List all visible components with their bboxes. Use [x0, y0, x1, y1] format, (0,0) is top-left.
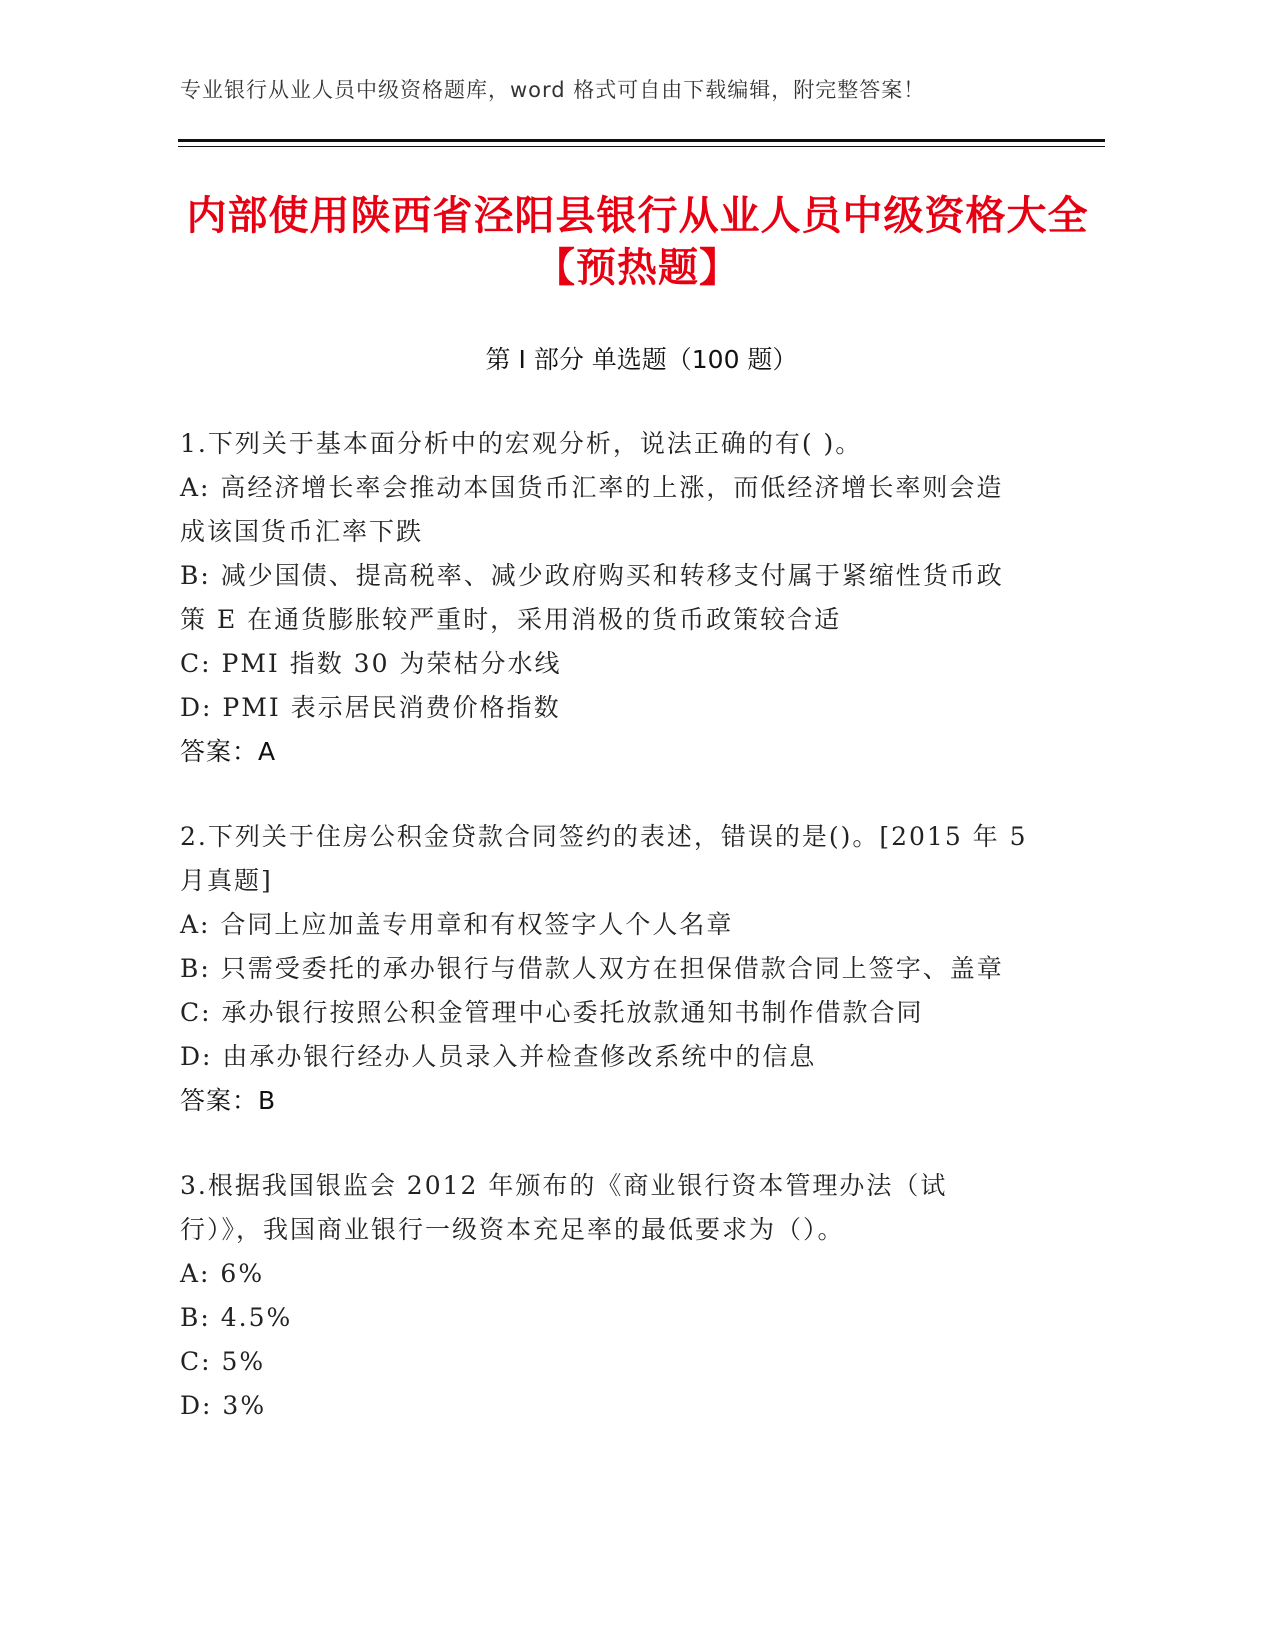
document-title: 内部使用陕西省泾阳县银行从业人员中级资格大全【预热题】: [186, 193, 1089, 291]
header-divider-thick: [178, 139, 1105, 142]
option-d: D: PMI 表示居民消费价格指数: [180, 693, 561, 722]
option-b: B: 只需受委托的承办银行与借款人双方在担保借款合同上签字、盖章: [180, 954, 1004, 983]
option-d: D: 由承办银行经办人员录入并检查修改系统中的信息: [180, 1042, 817, 1071]
header-divider-thin: [178, 146, 1105, 147]
question-2: [180, 815, 1030, 1123]
option-d: D: 3%: [180, 1391, 267, 1420]
question-stem: 1.下列关于基本面分析中的宏观分析，说法正确的有( )。: [180, 429, 863, 458]
question-3: [180, 1164, 1030, 1428]
answer-label: 答案：A: [180, 737, 277, 766]
question-1: [180, 422, 1030, 774]
option-a: A: 6%: [180, 1259, 265, 1288]
option-c: C: 承办银行按照公积金管理中心委托放款通知书制作借款合同: [180, 998, 924, 1027]
question-stem: 3.根据我国银监会 2012 年颁布的《商业银行资本管理办法（试行）》，我国商业银行一级资本充足率的最低要求为（）。: [180, 1171, 948, 1244]
option-a: A: 合同上应加盖专用章和有权签字人个人名章: [180, 910, 734, 939]
page-header-text: 专业银行从业人员中级资格题库，word 格式可自由下载编辑，附完整答案！: [180, 78, 926, 102]
option-a: A: 高经济增长率会推动本国货币汇率的上涨，而低经济增长率则会造成该国货币汇率下跌: [180, 473, 1004, 546]
question-list: [180, 422, 1030, 1469]
option-b: B: 减少国债、提高税率、减少政府购买和转移支付属于紧缩性货币政策 E 在通货膨胀较严重时，采用消极的货币政策较合适: [180, 561, 1004, 634]
question-stem: 2.下列关于住房公积金贷款合同签约的表述，错误的是()。[2015 年 5 月真题]: [180, 822, 1028, 895]
option-b: B: 4.5%: [180, 1303, 293, 1332]
section-title: 第 I 部分 单选题（100 题）: [485, 345, 798, 374]
option-c: C: 5%: [180, 1347, 266, 1376]
answer-label: 答案：B: [180, 1086, 277, 1115]
option-c: C: PMI 指数 30 为荣枯分水线: [180, 649, 562, 678]
